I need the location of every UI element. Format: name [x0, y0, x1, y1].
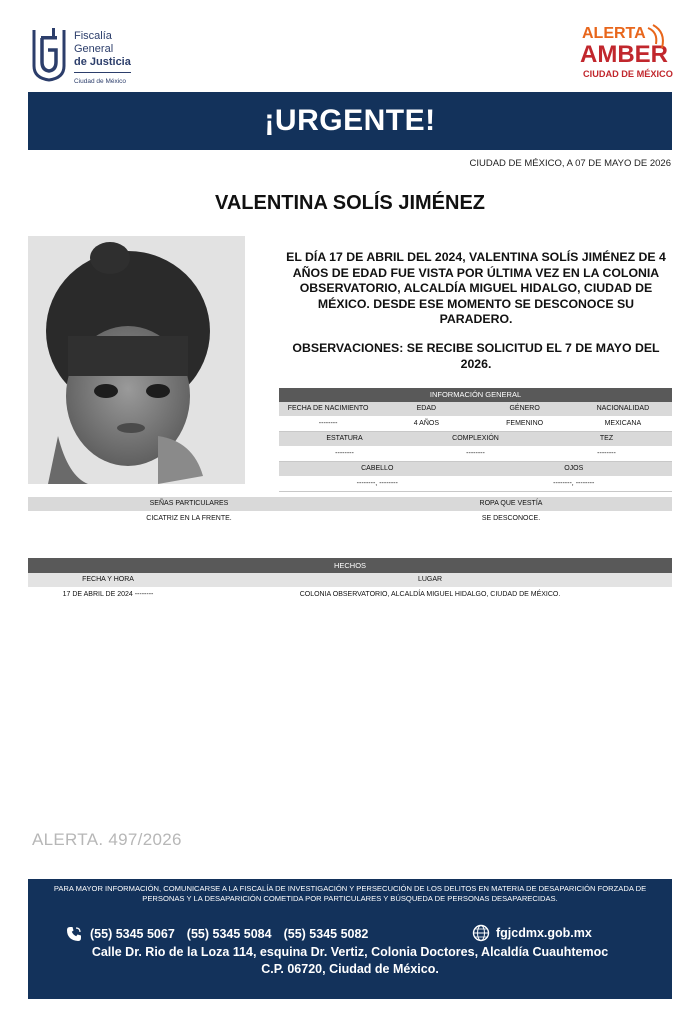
fgj-emblem-icon	[28, 26, 70, 82]
header-height: ESTATURA	[326, 435, 363, 442]
globe-icon	[472, 924, 490, 942]
value-build: --------	[466, 450, 485, 457]
info-value-row	[279, 446, 672, 462]
urgent-banner	[28, 92, 672, 150]
person-name: VALENTINA SOLÍS JIMÉNEZ	[214, 192, 486, 214]
general-info-title: INFORMACIÓN GENERAL	[279, 388, 672, 402]
header-birthdate: FECHA DE NACIMIENTO	[287, 405, 369, 412]
phone-3[interactable]: (55) 5345 5082	[283, 927, 369, 941]
observations-text: OBSERVACIONES: SE RECIBE SOLICITUD EL 7 DE MAYO DEL 2026.	[292, 341, 660, 371]
general-info-table	[279, 388, 672, 492]
header-gender: GÉNERO	[509, 405, 540, 412]
address	[28, 944, 672, 978]
header-clothing: ROPA QUE VESTÍA	[479, 500, 543, 507]
header-date-time: FECHA Y HORA	[82, 576, 134, 583]
header-nationality: NACIONALIDAD	[596, 405, 650, 412]
org-line1: Fiscalía	[74, 30, 112, 42]
info-value-row	[279, 476, 672, 492]
value-height: --------	[335, 450, 354, 457]
header-place: LUGAR	[417, 576, 443, 583]
value-age: 4 AÑOS	[413, 420, 440, 427]
value-marks: CICATRIZ EN LA FRENTE.	[146, 515, 232, 522]
amber-line3: CIUDAD DE MÉXICO	[583, 69, 673, 79]
website-link[interactable]: fgjcdmx.gob.mx	[496, 926, 592, 940]
details-value-row	[28, 511, 672, 527]
date-line: CIUDAD DE MÉXICO, A 07 DE MAYO DE 2026	[469, 158, 671, 169]
details-header-row	[28, 497, 672, 511]
facts-table	[28, 558, 672, 602]
footer-contact	[28, 879, 672, 999]
info-header-row	[279, 402, 672, 416]
phone-1[interactable]: (55) 5345 5067	[90, 927, 175, 941]
alert-number: ALERTA. 497/2026	[32, 830, 182, 849]
value-eyes: --------, --------	[553, 480, 595, 487]
footer-note: PARA MAYOR INFORMACIÓN, COMUNICARSE A LA FISCALÍA DE INVESTIGACIÓN Y PERSECUCIÓN DE LOS DELITOS EN MATERIA DE DESAPARICIÓN FORZADA DE PERSONAS Y LA DESAPARICIÓN COMETIDA POR PARTICULARES Y BÚSQUEDA DE PERSONAS DESAPARECIDAS.	[53, 884, 647, 903]
phone-2[interactable]: (55) 5345 5084	[186, 927, 272, 941]
phone-icon	[66, 926, 82, 942]
info-header-row	[279, 462, 672, 476]
header-build: COMPLEXIÓN	[452, 435, 499, 442]
urgent-title: ¡URGENTE!	[264, 104, 436, 137]
alerta-amber-logo	[578, 22, 674, 86]
info-header-row	[279, 432, 672, 446]
value-hair: --------, --------	[356, 480, 398, 487]
value-birthdate: --------	[318, 420, 338, 427]
address-line2: C.P. 06720, Ciudad de México.	[261, 962, 439, 976]
value-place: COLONIA OBSERVATORIO, ALCALDÍA MIGUEL HIDALGO, CIUDAD DE MÉXICO.	[299, 591, 561, 598]
missing-person-photo	[28, 236, 245, 484]
header-age: EDAD	[416, 405, 437, 412]
facts-header-row	[28, 573, 672, 587]
amber-line2: AMBER	[580, 41, 668, 68]
address-line1: Calle Dr. Rio de la Loza 114, esquina Dr. Vertiz, Colonia Doctores, Alcaldía Cuauhtemoc	[91, 945, 609, 959]
header-marks: SEÑAS PARTICULARES	[149, 500, 229, 507]
info-value-row	[279, 416, 672, 432]
details-table	[28, 497, 672, 527]
phone-list	[66, 926, 380, 942]
header-eyes: OJOS	[564, 465, 584, 472]
facts-title: HECHOS	[28, 558, 672, 573]
amber-line1: ALERTA	[582, 25, 646, 42]
header-complexion: TEZ	[599, 435, 614, 442]
value-nationality: MEXICANA	[604, 420, 642, 427]
org-sub: Ciudad de México	[74, 72, 131, 88]
facts-value-row	[28, 587, 672, 602]
value-gender: FEMENINO	[506, 420, 544, 427]
value-clothing: SE DESCONOCE.	[481, 515, 541, 522]
website	[472, 924, 592, 942]
narrative-text: EL DÍA 17 DE ABRIL DEL 2024, VALENTINA SOLÍS JIMÉNEZ DE 4 AÑOS DE EDAD FUE VISTA POR ÚLTIMA VEZ EN LA COLONIA OBSERVATORIO, ALCALDÍA MIGUEL HIDALGO, CIUDAD DE MÉXICO. DESDE ESE MOMENTO SE DESCONOCE SU PARADERO.	[286, 250, 666, 326]
header-hair: CABELLO	[361, 465, 394, 472]
org-line3: de Justicia	[74, 56, 131, 68]
fgj-logo	[28, 26, 158, 85]
value-date-time: 17 DE ABRIL DE 2024 --------	[62, 591, 154, 598]
org-line2: General	[74, 43, 114, 55]
value-complexion: --------	[597, 450, 616, 457]
